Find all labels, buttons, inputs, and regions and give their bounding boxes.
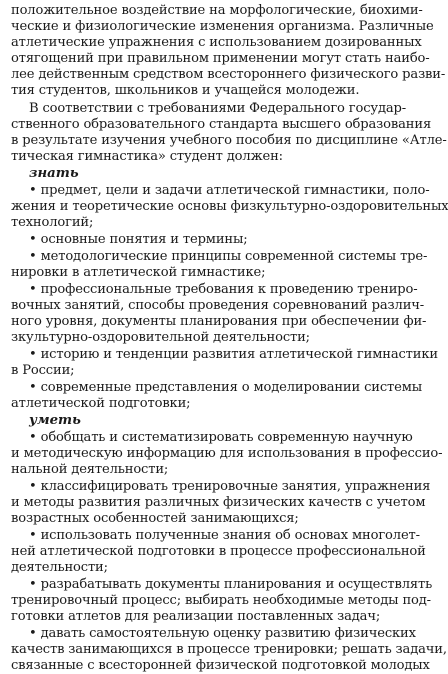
text-line: нировки в атлетической гимнастике; <box>11 265 266 280</box>
text-line: связанные с всесторонней физической подготовкой молодых <box>11 658 430 673</box>
text-line: нальной деятельности; <box>11 462 169 477</box>
text-line: в результате изучения учебного пособия по дисциплине «Атле- <box>11 133 447 148</box>
text-line: вочных занятий, способы проведения соревнований различ- <box>11 298 425 313</box>
text-line: положительное воздействие на морфологические, биохими- <box>11 3 423 18</box>
section-heading-umet: уметь <box>29 413 81 428</box>
list-item-first-line: • разрабатывать документы планирования и осуществлять <box>29 577 433 592</box>
list-item-first-line: • историю и тенденции развития атлетической гимнастики <box>29 347 438 362</box>
list-item-first-line: • предмет, цели и задачи атлетической гимнастики, поло- <box>29 183 430 198</box>
section-heading-znat: знать <box>29 166 79 181</box>
text-line: ней атлетической подготовки в процессе профессиональной <box>11 544 426 559</box>
text-line: и методическую информацию для использования в профессио- <box>11 446 443 461</box>
text-line: жения и теоретические основы физкультурно-оздоровительных <box>11 199 448 214</box>
list-item-first-line: • современные представления о моделировании системы <box>29 380 423 395</box>
text-line: атлетической подготовки; <box>11 396 191 411</box>
text-line: тическая гимнастика» студент должен: <box>11 149 283 164</box>
text-line: готовки атлетов для реализации поставленных задач; <box>11 609 381 624</box>
list-item-first-line: • методологические принципы современной системы тре- <box>29 249 428 264</box>
text-line: технологий; <box>11 215 94 230</box>
text-line: тия студентов, школьников и учащейся молодежи. <box>11 83 360 98</box>
text-line: отягощений при правильном применении могут стать наибо- <box>11 51 430 66</box>
list-item-first-line: • обобщать и систематизировать современную научную <box>29 430 413 445</box>
list-item-first-line: • классифицировать тренировочные занятия, упражнения <box>29 479 431 494</box>
text-line: деятельности; <box>11 560 108 575</box>
text-line: ного уровня, документы планирования при обеспечении фи- <box>11 314 427 329</box>
list-item-first-line: • основные понятия и термины; <box>29 232 248 247</box>
list-item-first-line: • давать самостоятельную оценку развитию физических <box>29 626 416 641</box>
text-line: и методы развития различных физических качеств с учетом <box>11 495 426 510</box>
list-item-first-line: • профессиональные требования к проведению трениро- <box>29 282 418 297</box>
text-line: атлетические упражнения с использованием дозированных <box>11 35 422 50</box>
text-line: в России; <box>11 363 75 378</box>
text-line: тренировочный процесс; выбирать необходимые методы под- <box>11 593 431 608</box>
text-line: качеств занимающихся в процессе тренировки; решать задачи, <box>11 642 447 657</box>
text-line: зкультурно-оздоровительной деятельности; <box>11 330 310 345</box>
text-line: ческие и физиологические изменения организма. Различные <box>11 19 434 34</box>
text-line: возрастных особенностей занимающихся; <box>11 511 299 526</box>
text-line: ственного образовательного стандарта высшего образования <box>11 117 432 132</box>
paragraph-first-line: В соответствии с требованиями Федерального государ- <box>29 101 407 116</box>
list-item-first-line: • использовать полученные знания об основах многолет- <box>29 528 420 543</box>
text-line: лее действенным средством всестороннего физического разви- <box>11 67 446 82</box>
